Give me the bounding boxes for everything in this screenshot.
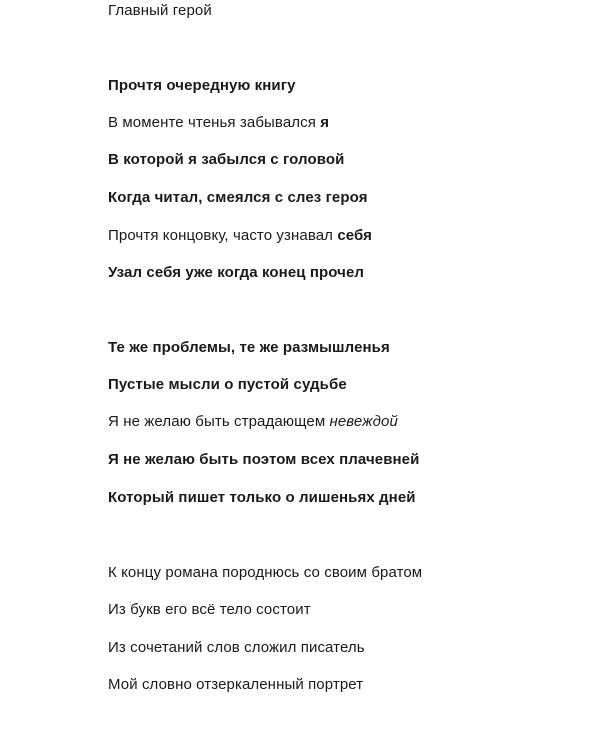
stanza-2-line-1: Те же проблемы, те же размышленья <box>108 339 390 356</box>
poem-title: Главный герой <box>108 2 212 19</box>
line-text: Прочтя концовку, часто узнавал <box>108 227 338 244</box>
stanza-2-line-5: Который пишет только о лишеньях дней <box>108 489 416 506</box>
stanza-2-line-2: Пустые мысли о пустой судьбе <box>108 376 347 393</box>
stanza-1-line-4: Когда читал, смеялся с слез героя <box>108 189 368 206</box>
stanza-1-line-2 <box>108 113 329 133</box>
stanza-3-line-3: Из сочетаний слов сложил писатель <box>108 639 365 656</box>
line-text: В моменте чтенья забывался <box>108 114 321 131</box>
stanza-2-line-4: Я не желаю быть поэтом всех плачевней <box>108 451 420 468</box>
line-emphasis-bold: себя <box>337 227 373 244</box>
stanza-1-line-3: В которой я забылся с головой <box>108 151 345 168</box>
stanza-1-line-5 <box>108 226 372 246</box>
stanza-3-line-1: К концу романа породнюсь со своим братом <box>108 564 423 581</box>
stanza-3-line-4: Мой словно отзеркаленный портрет <box>108 676 364 693</box>
line-emphasis-bold: я <box>320 114 330 131</box>
line-emphasis-italic: невеждой <box>329 413 398 430</box>
stanza-1-line-1: Прочтя очередную книгу <box>108 77 296 94</box>
stanza-3-line-2: Из букв его всё тело состоит <box>108 601 311 618</box>
stanza-1-line-6: Узал себя уже когда конец прочел <box>108 264 365 281</box>
stanza-2-line-3 <box>108 412 398 432</box>
line-text: Я не желаю быть страдающем <box>108 413 330 430</box>
